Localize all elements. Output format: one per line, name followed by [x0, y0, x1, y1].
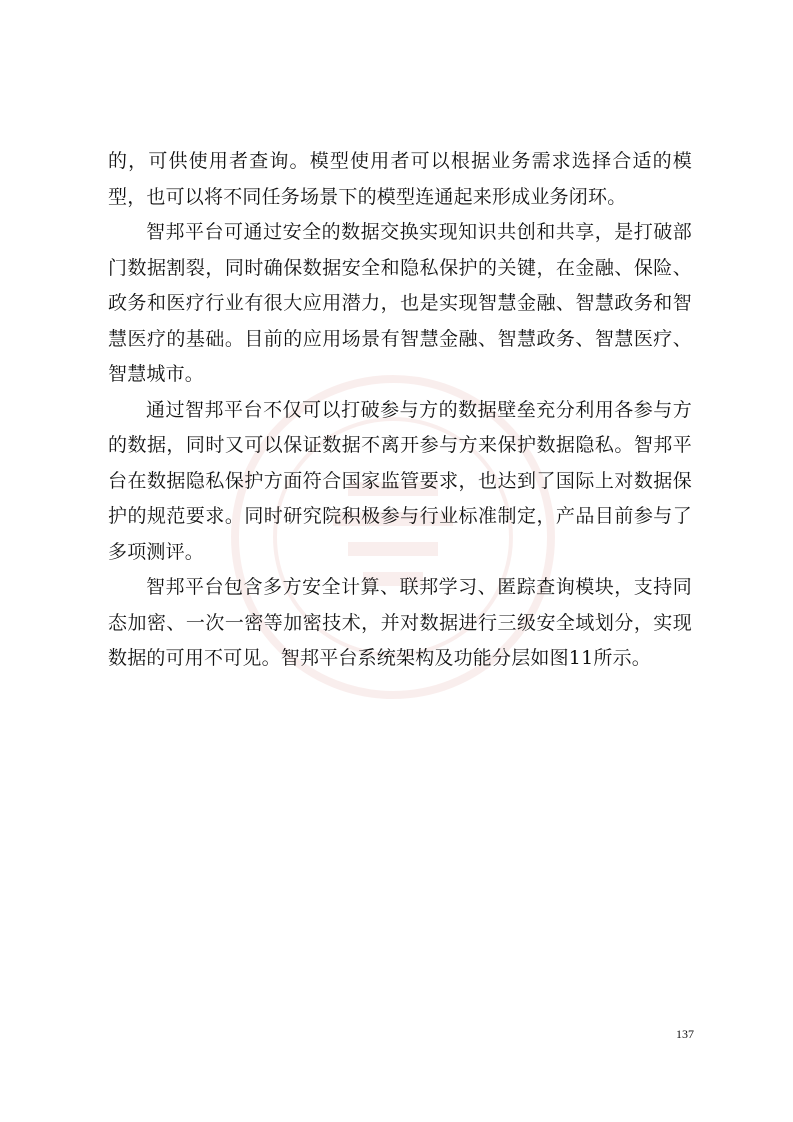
paragraph-2: 智邦平台可通过安全的数据交换实现知识共创和共享，是打破部门数据割裂，同时确保数据安全和隐私保护的关键，在金融、保险、政务和医疗行业有很大应用潜力，也是实现智慧金融、智慧政务和智慧医疗的基础。目前的应用场景有智慧金融、智慧政务、智慧医疗、智慧城市。 [108, 221, 692, 385]
document-body [108, 144, 692, 677]
paragraph-4: 智邦平台包含多方安全计算、联邦学习、匿踪查询模块，支持同态加密、一次一密等加密技术，并对数据进行三级安全域划分，实现数据的可用不可见。智邦平台系统架构及功能分层如图11所示。 [108, 576, 692, 669]
paragraph-1: 的，可供使用者查询。模型使用者可以根据业务需求选择合适的模型，也可以将不同任务场景下的模型连通起来形成业务闭环。 [108, 150, 692, 208]
paragraph-3: 通过智邦平台不仅可以打破参与方的数据壁垒充分利用各参与方的数据，同时又可以保证数据不离开参与方来保护数据隐私。智邦平台在数据隐私保护方面符合国家监管要求，也达到了国际上对数据保护的规范要求。同时研究院积极参与行业标准制定，产品目前参与了多项测评。 [108, 398, 692, 563]
page-number: 137 [676, 1027, 694, 1041]
